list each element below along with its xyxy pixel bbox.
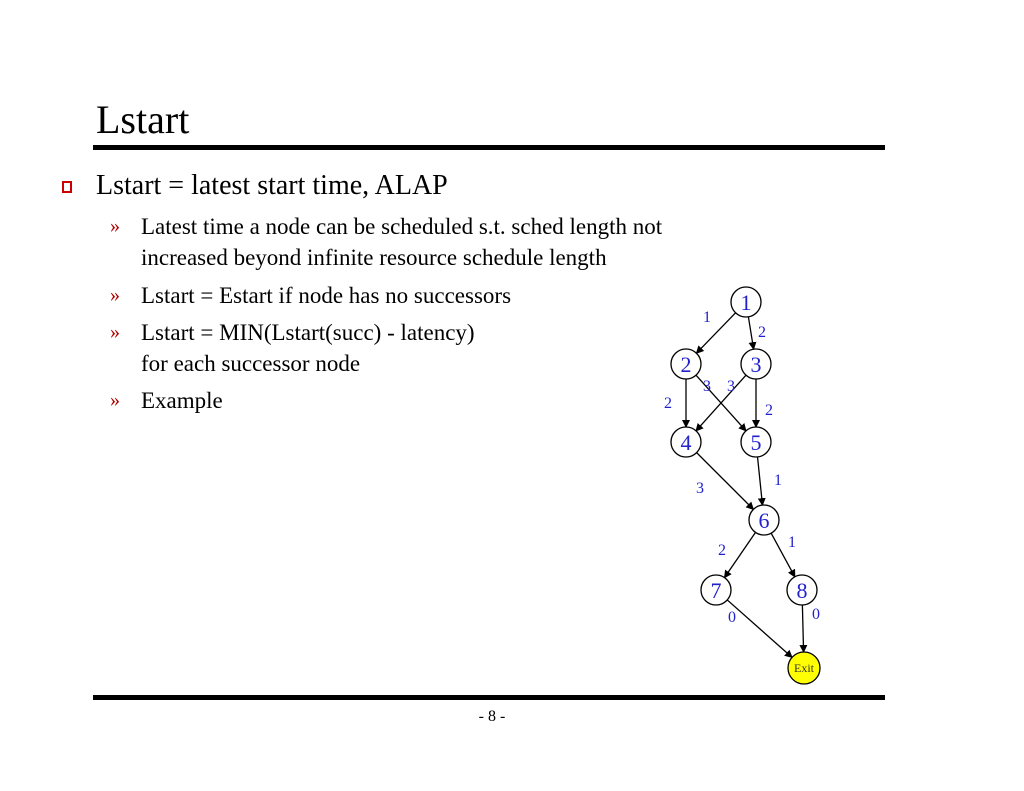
double-chevron-icon: » [110, 321, 120, 343]
graph-node-label: 4 [680, 430, 692, 455]
graph-node-label: 1 [740, 290, 752, 315]
double-chevron-icon: » [110, 389, 120, 411]
edge-latency-label: 3 [696, 480, 704, 497]
exit-node-label: Exit [794, 661, 814, 675]
page-number: - 8 - [478, 708, 506, 725]
sub-bullet-3-text: Lstart = MIN(Lstart(succ) - latency) for each successor node [141, 320, 475, 376]
graph-node-label: 5 [750, 430, 762, 455]
graph-node-label: 2 [680, 352, 692, 377]
edge-8-exit [802, 605, 803, 652]
edge-6-7 [724, 532, 755, 577]
sub-bullet-1-text: Latest time a node can be scheduled s.t. sched length not increased beyond infinite resource schedule length [141, 214, 663, 270]
double-chevron-icon: » [110, 215, 120, 237]
edge-latency-label: 1 [703, 309, 711, 326]
graph-node-label: 8 [796, 578, 808, 603]
graph-node-label: 7 [710, 578, 722, 603]
edge-latency-label: 3 [703, 378, 711, 395]
edge-4-6 [697, 453, 754, 510]
edge-latency-label: 2 [758, 324, 766, 341]
edge-latency-label: 3 [727, 378, 735, 395]
edge-7-exit [727, 600, 792, 657]
edge-1-3 [748, 317, 753, 349]
slide-title: Lstart [96, 97, 190, 142]
edge-latency-label: 0 [728, 609, 736, 626]
edge-latency-label: 1 [774, 472, 782, 489]
edge-latency-label: 2 [718, 542, 726, 559]
edge-latency-label: 2 [664, 395, 672, 412]
edge-latency-label: 1 [788, 534, 796, 551]
sub-bullet-2-text: Lstart = Estart if node has no successors [141, 283, 512, 308]
main-bullet: Lstart = latest start time, ALAP [96, 170, 448, 201]
graph-node-label: 6 [758, 508, 770, 533]
edge-5-6 [758, 457, 763, 505]
edge-latency-label: 0 [812, 606, 820, 623]
footer-divider [93, 695, 885, 700]
edge-latency-label: 2 [765, 402, 773, 419]
graph-node-label: 3 [750, 352, 762, 377]
sub-bullet-4-text: Example [141, 388, 223, 413]
double-chevron-icon: » [110, 284, 120, 306]
